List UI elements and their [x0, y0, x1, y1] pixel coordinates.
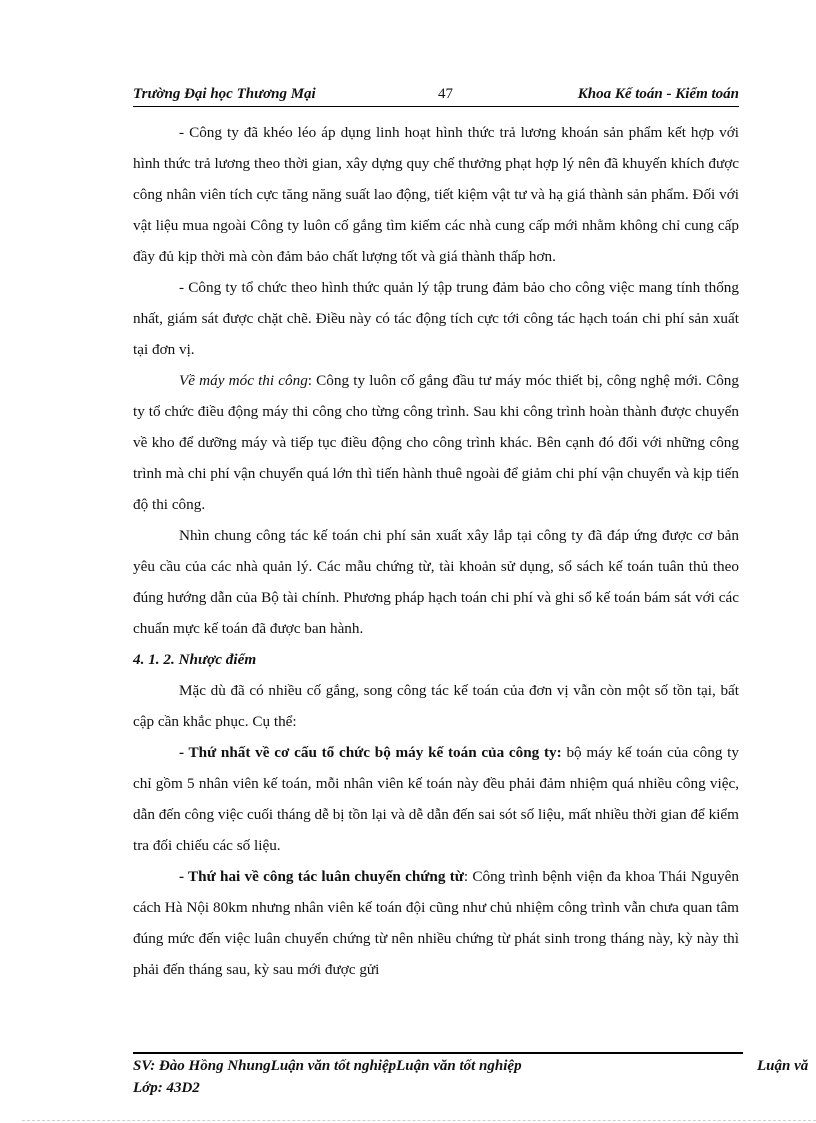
first-weakness-lead: - Thứ nhất về cơ cấu tổ chức bộ máy kế toán của công ty:	[179, 744, 562, 761]
paragraph-salary-policy: - Công ty đã khéo léo áp dụng linh hoạt hình thức trả lương khoán sản phẩm kết hợp với hình thức trả lương theo thời gian, xây dựng quy chế thưởng phạt hợp lý nên đã khuyến khích được công nhân viên tích cực tăng năng suất lao động, tiết kiệm vật tư và hạ giá thành sản phẩm. Đối với vật liệu mua ngoài Công ty luôn cố gắng tìm kiếm các nhà cung cấp mới nhằm không chỉ cung cấp đầy đủ kịp thời mà còn đảm bảo chất lượng tốt và giá thành thấp hơn.	[133, 124, 739, 265]
page-number: 47	[438, 86, 453, 102]
header-department: Khoa Kế toán - Kiểm toán	[577, 86, 739, 102]
machinery-text: : Công ty luôn cố gắng đầu tư máy móc thiết bị, công nghệ mới. Công ty tổ chức điều động máy thi công cho từng công trình. Sau khi công trình hoàn thành được chuyển về kho để dưỡng máy và tiếp tục điều động cho công trình khác. Bên cạnh đó đối với những công trình mà chi phí vận chuyển quá lớn thì tiến hành thuê ngoài để giảm chi phí vận chuyển và kịp tiến độ thi công.	[133, 372, 739, 513]
page-header	[133, 86, 739, 106]
document-body	[133, 117, 739, 985]
first-weakness-text: bộ máy kế toán của công ty chỉ gồm 5 nhân viên kế toán, mỗi nhân viên kế toán này đều phải đảm nhiệm quá nhiều công việc, dẫn đến công việc cuối tháng dễ bị tồn lại và dễ dẫn đến sai sót số liệu, mất nhiều thời gian để kiểm tra đối chiếu các số liệu.	[133, 744, 740, 854]
header-school-name: Trường Đại học Thương Mại	[133, 86, 316, 102]
second-weakness-lead: - Thứ hai về công tác luân chuyển chứng từ	[179, 868, 464, 885]
footer-student-line: SV: Đào Hồng NhungLuận văn tốt nghiệpLuận văn tốt nghiệp	[133, 1058, 522, 1074]
paragraph-centralized-management: - Công ty tổ chức theo hình thức quản lý tập trung đảm bảo cho công việc mang tính thống nhất, giám sát được chặt chẽ. Điều này có tác động tích cực tới công tác hạch toán chi phí sản xuất tại đơn vị.	[133, 279, 739, 358]
section-heading-weaknesses: 4. 1. 2. Nhược điểm	[133, 651, 257, 668]
paragraph-weakness-intro: Mặc dù đã có nhiều cố gắng, song công tác kế toán của đơn vị vẫn còn một số tồn tại, bất cập cần khắc phục. Cụ thể:	[133, 682, 739, 730]
page-footer	[133, 1055, 816, 1099]
paragraph-first-weakness	[133, 737, 739, 861]
second-weakness-text: : Công trình bệnh viện đa khoa Thái Nguyên cách Hà Nội 80km nhưng nhân viên kế toán đội cũng như chủ nhiệm công trình vẫn chưa quan tâm đúng mức đến việc luân chuyển chứng từ nên nhiều chứng từ phát sinh trong tháng này, kỳ này thì phải đến tháng sau, kỳ sau mới được gửi	[133, 868, 739, 978]
paragraph-machinery	[133, 365, 739, 520]
paragraph-overview: Nhìn chung công tác kế toán chi phí sản xuất xây lắp tại công ty đã đáp ứng được cơ bản yêu cầu của các nhà quản lý. Các mẫu chứng từ, tài khoản sử dụng, sổ sách kế toán tuân thủ theo đúng hướng dẫn của Bộ tài chính. Phương pháp hạch toán chi phí và ghi sổ kế toán bám sát với các chuẩn mực kế toán đã được ban hành.	[133, 527, 739, 637]
footer-right-text: Luận vă	[757, 1058, 809, 1074]
page-bottom-edge	[22, 1120, 816, 1121]
paragraph-second-weakness	[133, 861, 739, 985]
footer-divider	[133, 1052, 743, 1054]
machinery-lead: Về máy móc thi công	[179, 372, 308, 389]
header-divider	[133, 106, 739, 107]
footer-class-line: Lớp: 43D2	[133, 1080, 200, 1096]
